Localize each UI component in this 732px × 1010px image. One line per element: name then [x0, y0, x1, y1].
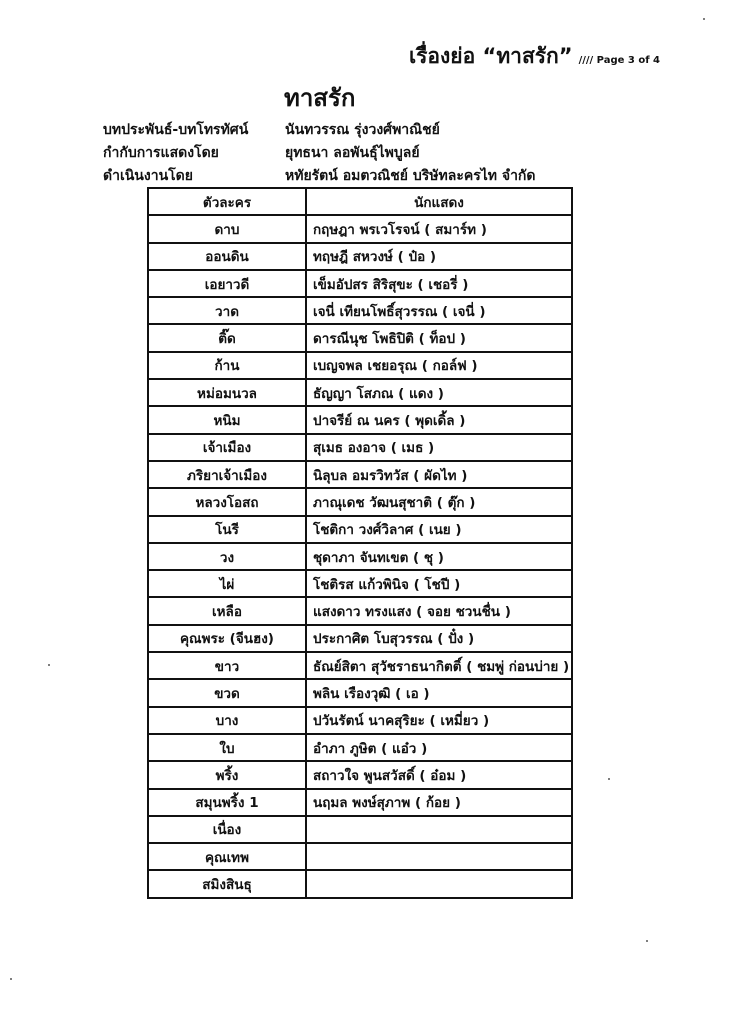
table-row: [148, 243, 572, 270]
table-row: [148, 516, 572, 543]
credit-label: กำกับการแสดงโดย: [103, 144, 219, 161]
character-name-cell: ก้าน: [148, 352, 306, 379]
table-row: [148, 352, 572, 379]
character-name-cell: ภริยาเจ้าเมือง: [148, 461, 306, 488]
page-number-label: //// Page 3 of 4: [578, 55, 660, 66]
scan-speck: [10, 978, 12, 980]
actor-name-cell: เข็มอัปสร สิริสุขะ ( เชอรี่ ): [306, 270, 572, 297]
table-row: [148, 707, 572, 734]
table-row: [148, 215, 572, 242]
table-row: [148, 625, 572, 652]
table-row: [148, 734, 572, 761]
table-row: [148, 870, 572, 897]
character-name-cell: พริ้ง: [148, 761, 306, 788]
table-row: [148, 270, 572, 297]
actor-name-cell: ภาณุเดช วัฒนสุชาติ ( ตุ๊ก ): [306, 488, 572, 515]
character-name-cell: เจ้าเมือง: [148, 434, 306, 461]
actor-name-cell: นิลุบล อมรวิทวัส ( ผัดไท ): [306, 461, 572, 488]
actor-name-cell: พลิน เรืองวุฒิ ( เอ ): [306, 679, 572, 706]
table-row: [148, 406, 572, 433]
table-row: [148, 461, 572, 488]
table-row: [148, 597, 572, 624]
character-name-cell: ขวด: [148, 679, 306, 706]
character-name-cell: เนื่อง: [148, 816, 306, 843]
credit-value: นันทวรรณ รุ่งวงศ์พาณิชย์: [285, 121, 440, 138]
actor-name-cell: ชุดาภา จันทเขต ( ชุ ): [306, 543, 572, 570]
actor-name-cell: สุเมธ องอาจ ( เมธ ): [306, 434, 572, 461]
actor-name-cell: ดารณีนุช โพธิปิติ ( ท็อป ): [306, 324, 572, 351]
credits-block: [103, 118, 536, 187]
actor-name-cell: โชติกา วงศ์วิลาศ ( เนย ): [306, 516, 572, 543]
character-name-cell: คุณพระ (จีนฮง): [148, 625, 306, 652]
table-row: [148, 324, 572, 351]
scan-speck: [646, 940, 648, 942]
synopsis-header-title: เรื่องย่อ “ทาสรัก”: [408, 44, 573, 68]
credit-label: บทประพันธ์-บทโทรทัศน์: [103, 121, 249, 138]
actor-name-cell: ปาจรีย์ ณ นคร ( พุดเดิ้ล ): [306, 406, 572, 433]
character-name-cell: ไผ่: [148, 570, 306, 597]
credit-row-writer: [103, 118, 536, 141]
actor-name-cell: สถาวใจ พูนสวัสดิ์ ( อ๋อม ): [306, 761, 572, 788]
column-header-actor: นักแสดง: [306, 188, 572, 215]
actor-name-cell: กฤษฎา พรเวโรจน์ ( สมาร์ท ): [306, 215, 572, 242]
character-name-cell: เอยาวดี: [148, 270, 306, 297]
actor-name-cell: นฤมล พงษ์สุภาพ ( ก้อย ): [306, 789, 572, 816]
cast-table: [147, 187, 573, 899]
actor-name-cell: ปวันรัตน์ นาคสุริยะ ( เหมี่ยว ): [306, 707, 572, 734]
table-row: [148, 816, 572, 843]
actor-name-cell: เจนี่ เทียนโพธิ์สุวรรณ ( เจนี่ ): [306, 297, 572, 324]
character-name-cell: ใบ: [148, 734, 306, 761]
character-name-cell: คุณเทพ: [148, 843, 306, 870]
document-title: ทาสรัก: [284, 84, 356, 112]
character-name-cell: โนรี: [148, 516, 306, 543]
column-header-role: ตัวละคร: [148, 188, 306, 215]
scan-speck: [703, 18, 705, 20]
scan-speck: [48, 664, 50, 666]
actor-name-cell: ธัณย์สิตา สุวัชราธนากิตติ์ ( ชมพู่ ก่อนบ่าย ): [306, 652, 572, 679]
page-header: [409, 40, 660, 73]
actor-name-cell: [306, 816, 572, 843]
scan-speck: [608, 778, 610, 780]
character-name-cell: สมุนพริ้ง 1: [148, 789, 306, 816]
character-name-cell: วาด: [148, 297, 306, 324]
table-row: [148, 652, 572, 679]
character-name-cell: สมิงสินธุ: [148, 870, 306, 897]
character-name-cell: หลวงโอสถ: [148, 488, 306, 515]
actor-name-cell: ธัญญา โสภณ ( แดง ): [306, 379, 572, 406]
character-name-cell: หนิม: [148, 406, 306, 433]
character-name-cell: บาง: [148, 707, 306, 734]
actor-name-cell: แสงดาว ทรงแสง ( จอย ชวนชื่น ): [306, 597, 572, 624]
table-row: [148, 543, 572, 570]
character-name-cell: ออนดิน: [148, 243, 306, 270]
character-name-cell: หม่อมนวล: [148, 379, 306, 406]
credit-row-producer: [103, 164, 536, 187]
table-row: [148, 379, 572, 406]
actor-name-cell: เบญจพล เชยอรุณ ( กอล์ฟ ): [306, 352, 572, 379]
actor-name-cell: [306, 843, 572, 870]
actor-name-cell: โชติรส แก้วพินิจ ( โชปี ): [306, 570, 572, 597]
table-row: [148, 789, 572, 816]
character-name-cell: วง: [148, 543, 306, 570]
character-name-cell: ติ๊ด: [148, 324, 306, 351]
table-row: [148, 488, 572, 515]
table-row: [148, 297, 572, 324]
credit-value: ยุทธนา ลอพันธุ์ไพบูลย์: [285, 144, 420, 161]
table-row: [148, 843, 572, 870]
actor-name-cell: ทฤษฎี สหวงษ์ ( ป๋อ ): [306, 243, 572, 270]
table-row: [148, 570, 572, 597]
table-row: [148, 679, 572, 706]
character-name-cell: ดาบ: [148, 215, 306, 242]
actor-name-cell: [306, 870, 572, 897]
cast-table-header-row: [148, 188, 572, 215]
credit-value: หทัยรัตน์ อมตวณิชย์ บริษัทละครไท จำกัด: [285, 167, 536, 184]
actor-name-cell: ประกาศิต โบสุวรรณ ( ปั๋ง ): [306, 625, 572, 652]
actor-name-cell: อำภา ภูษิต ( แอ๋ว ): [306, 734, 572, 761]
character-name-cell: ขาว: [148, 652, 306, 679]
credit-label: ดำเนินงานโดย: [103, 167, 193, 184]
table-row: [148, 761, 572, 788]
character-name-cell: เหลือ: [148, 597, 306, 624]
credit-row-director: [103, 141, 536, 164]
table-row: [148, 434, 572, 461]
